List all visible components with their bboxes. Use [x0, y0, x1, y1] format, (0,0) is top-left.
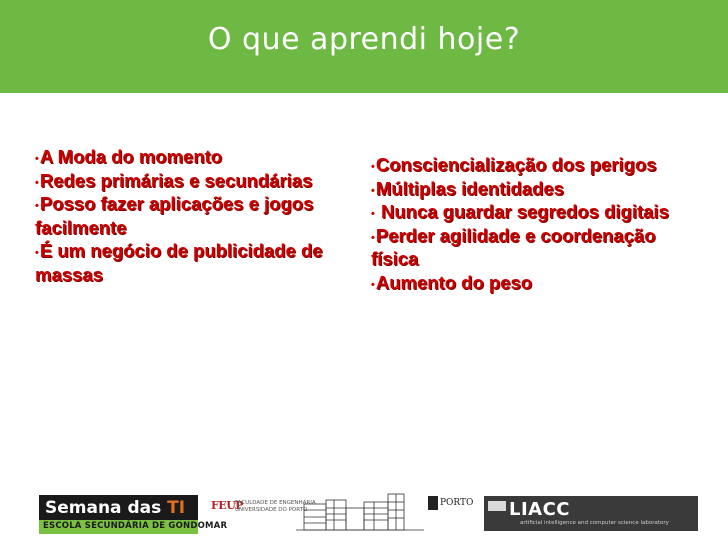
bullet-icon: •: [35, 200, 39, 212]
bullet-item: •Redes primárias e secundárias: [35, 169, 313, 191]
uporto-logo-text: PORTO: [440, 498, 474, 508]
bullet-item: • Nunca guardar segredos digitais: [371, 201, 669, 222]
bullet-icon: •: [371, 184, 375, 197]
bullet-icon: •: [371, 231, 375, 244]
semana-logo-band: ESCOLA SECUNDÁRIA DE GONDOMAR: [39, 520, 198, 534]
uporto-logo-mark: [428, 496, 438, 510]
bullet-icon: •: [371, 278, 375, 291]
liacc-logo-name: LIACC: [509, 499, 571, 520]
bullet-item: •Múltiplas identidades: [371, 177, 564, 199]
bullet-item: •Aumento do peso: [371, 271, 533, 293]
building-icon: [296, 490, 424, 534]
feup-logo: [211, 497, 316, 525]
liacc-logo-subtitle: artificial intelligence and computer science laboratory: [520, 520, 669, 526]
right-bullet-list: [371, 153, 671, 294]
bullet-icon: •: [371, 208, 375, 220]
semana-logo-title: Semana das TI: [45, 498, 186, 518]
bullet-item: •É um negócio de publicidade de massas: [35, 240, 323, 285]
bullet-icon: •: [35, 247, 39, 259]
bullet-icon: •: [371, 161, 375, 173]
bullet-item: •Posso fazer aplicações e jogos facilmente: [35, 193, 314, 238]
liacc-logo: [484, 496, 698, 531]
slide-title: O que aprendi hoje?: [207, 22, 521, 57]
bullet-icon: •: [35, 176, 39, 189]
left-bullet-list: [35, 145, 335, 286]
bullet-item: •Consciencialização dos perigos: [371, 154, 657, 175]
liacc-logo-icon: [488, 501, 506, 511]
bullet-item: •Perder agilidade e coordenação física: [371, 224, 656, 269]
feup-logo-mark: FEUP: [211, 499, 244, 512]
bullet-icon: •: [35, 153, 39, 165]
bullet-item: •A Moda do momento: [35, 146, 223, 167]
feup-logo-text: FACULDADE DE ENGENHARIA UNIVERSIDADE DO PORTO: [235, 500, 316, 513]
